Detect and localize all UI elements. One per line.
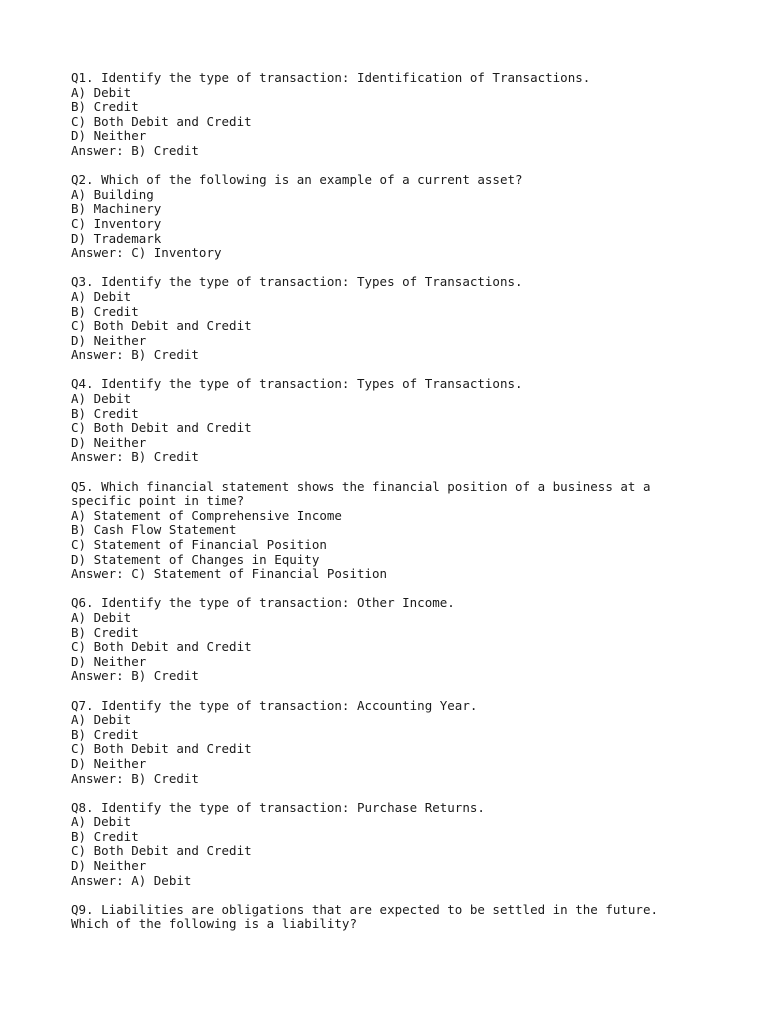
option-c: C) Inventory	[71, 215, 162, 231]
question-5	[71, 480, 671, 582]
option-b: B) Credit	[71, 828, 139, 844]
question-text-continued: specific point in time?	[71, 493, 245, 509]
answer-line: Answer: B) Credit	[71, 770, 199, 786]
option-a: A) Debit	[71, 84, 132, 100]
question-text: Q1. Identify the type of transaction: Identification of Transactions.	[71, 70, 591, 85]
option-d: D) Neither	[71, 653, 147, 669]
option-c: C) Both Debit and Credit	[71, 639, 252, 655]
option-c: C) Both Debit and Credit	[71, 420, 252, 436]
option-d: D) Neither	[71, 128, 147, 144]
question-text: Q3. Identify the type of transaction: Types of Transactions.	[71, 274, 523, 290]
question-text: Q6. Identify the type of transaction: Other Income.	[71, 595, 455, 611]
option-a: A) Debit	[71, 288, 132, 304]
option-b: B) Credit	[71, 726, 139, 742]
option-c: C) Both Debit and Credit	[71, 113, 252, 129]
question-1	[71, 71, 671, 159]
question-3	[71, 275, 671, 363]
option-a: A) Debit	[71, 391, 132, 407]
question-text: Q7. Identify the type of transaction: Accounting Year.	[71, 697, 478, 713]
option-b: B) Credit	[71, 303, 139, 319]
answer-line: Answer: B) Credit	[71, 449, 199, 465]
option-b: B) Machinery	[71, 201, 162, 217]
question-text: Q9. Liabilities are obligations that are expected to be settled in the future.	[71, 901, 658, 917]
option-d: D) Neither	[71, 434, 147, 450]
question-text: Q5. Which financial statement shows the financial position of a business at a	[71, 478, 651, 494]
question-2	[71, 173, 671, 261]
question-4	[71, 377, 671, 465]
option-b: B) Credit	[71, 405, 139, 421]
question-8	[71, 801, 671, 889]
question-6	[71, 596, 671, 684]
option-d: D) Statement of Changes in Equity	[71, 551, 320, 567]
option-d: D) Neither	[71, 858, 147, 874]
document-page	[71, 71, 671, 947]
option-b: B) Cash Flow Statement	[71, 522, 237, 538]
option-c: C) Both Debit and Credit	[71, 741, 252, 757]
option-d: D) Neither	[71, 332, 147, 348]
option-c: C) Both Debit and Credit	[71, 843, 252, 859]
option-a: A) Debit	[71, 814, 132, 830]
question-text: Q2. Which of the following is an example of a current asset?	[71, 172, 523, 188]
option-b: B) Credit	[71, 99, 139, 115]
question-text: Q8. Identify the type of transaction: Purchase Returns.	[71, 799, 485, 815]
option-a: A) Debit	[71, 712, 132, 728]
answer-line: Answer: B) Credit	[71, 668, 199, 684]
answer-line: Answer: C) Statement of Financial Position	[71, 566, 388, 582]
option-b: B) Credit	[71, 624, 139, 640]
question-7	[71, 699, 671, 787]
option-c: C) Statement of Financial Position	[71, 537, 327, 552]
answer-line: Answer: A) Debit	[71, 872, 192, 888]
answer-line: Answer: B) Credit	[71, 142, 199, 158]
option-d: D) Neither	[71, 755, 147, 771]
option-a: A) Debit	[71, 609, 132, 625]
question-9	[71, 903, 671, 932]
question-text-continued: Which of the following is a liability?	[71, 916, 357, 932]
question-text: Q4. Identify the type of transaction: Types of Transactions.	[71, 376, 523, 392]
answer-line: Answer: B) Credit	[71, 347, 199, 363]
option-d: D) Trademark	[71, 230, 162, 246]
option-a: A) Statement of Comprehensive Income	[71, 507, 342, 523]
answer-line: Answer: C) Inventory	[71, 245, 222, 261]
option-a: A) Building	[71, 186, 154, 202]
option-c: C) Both Debit and Credit	[71, 318, 252, 334]
